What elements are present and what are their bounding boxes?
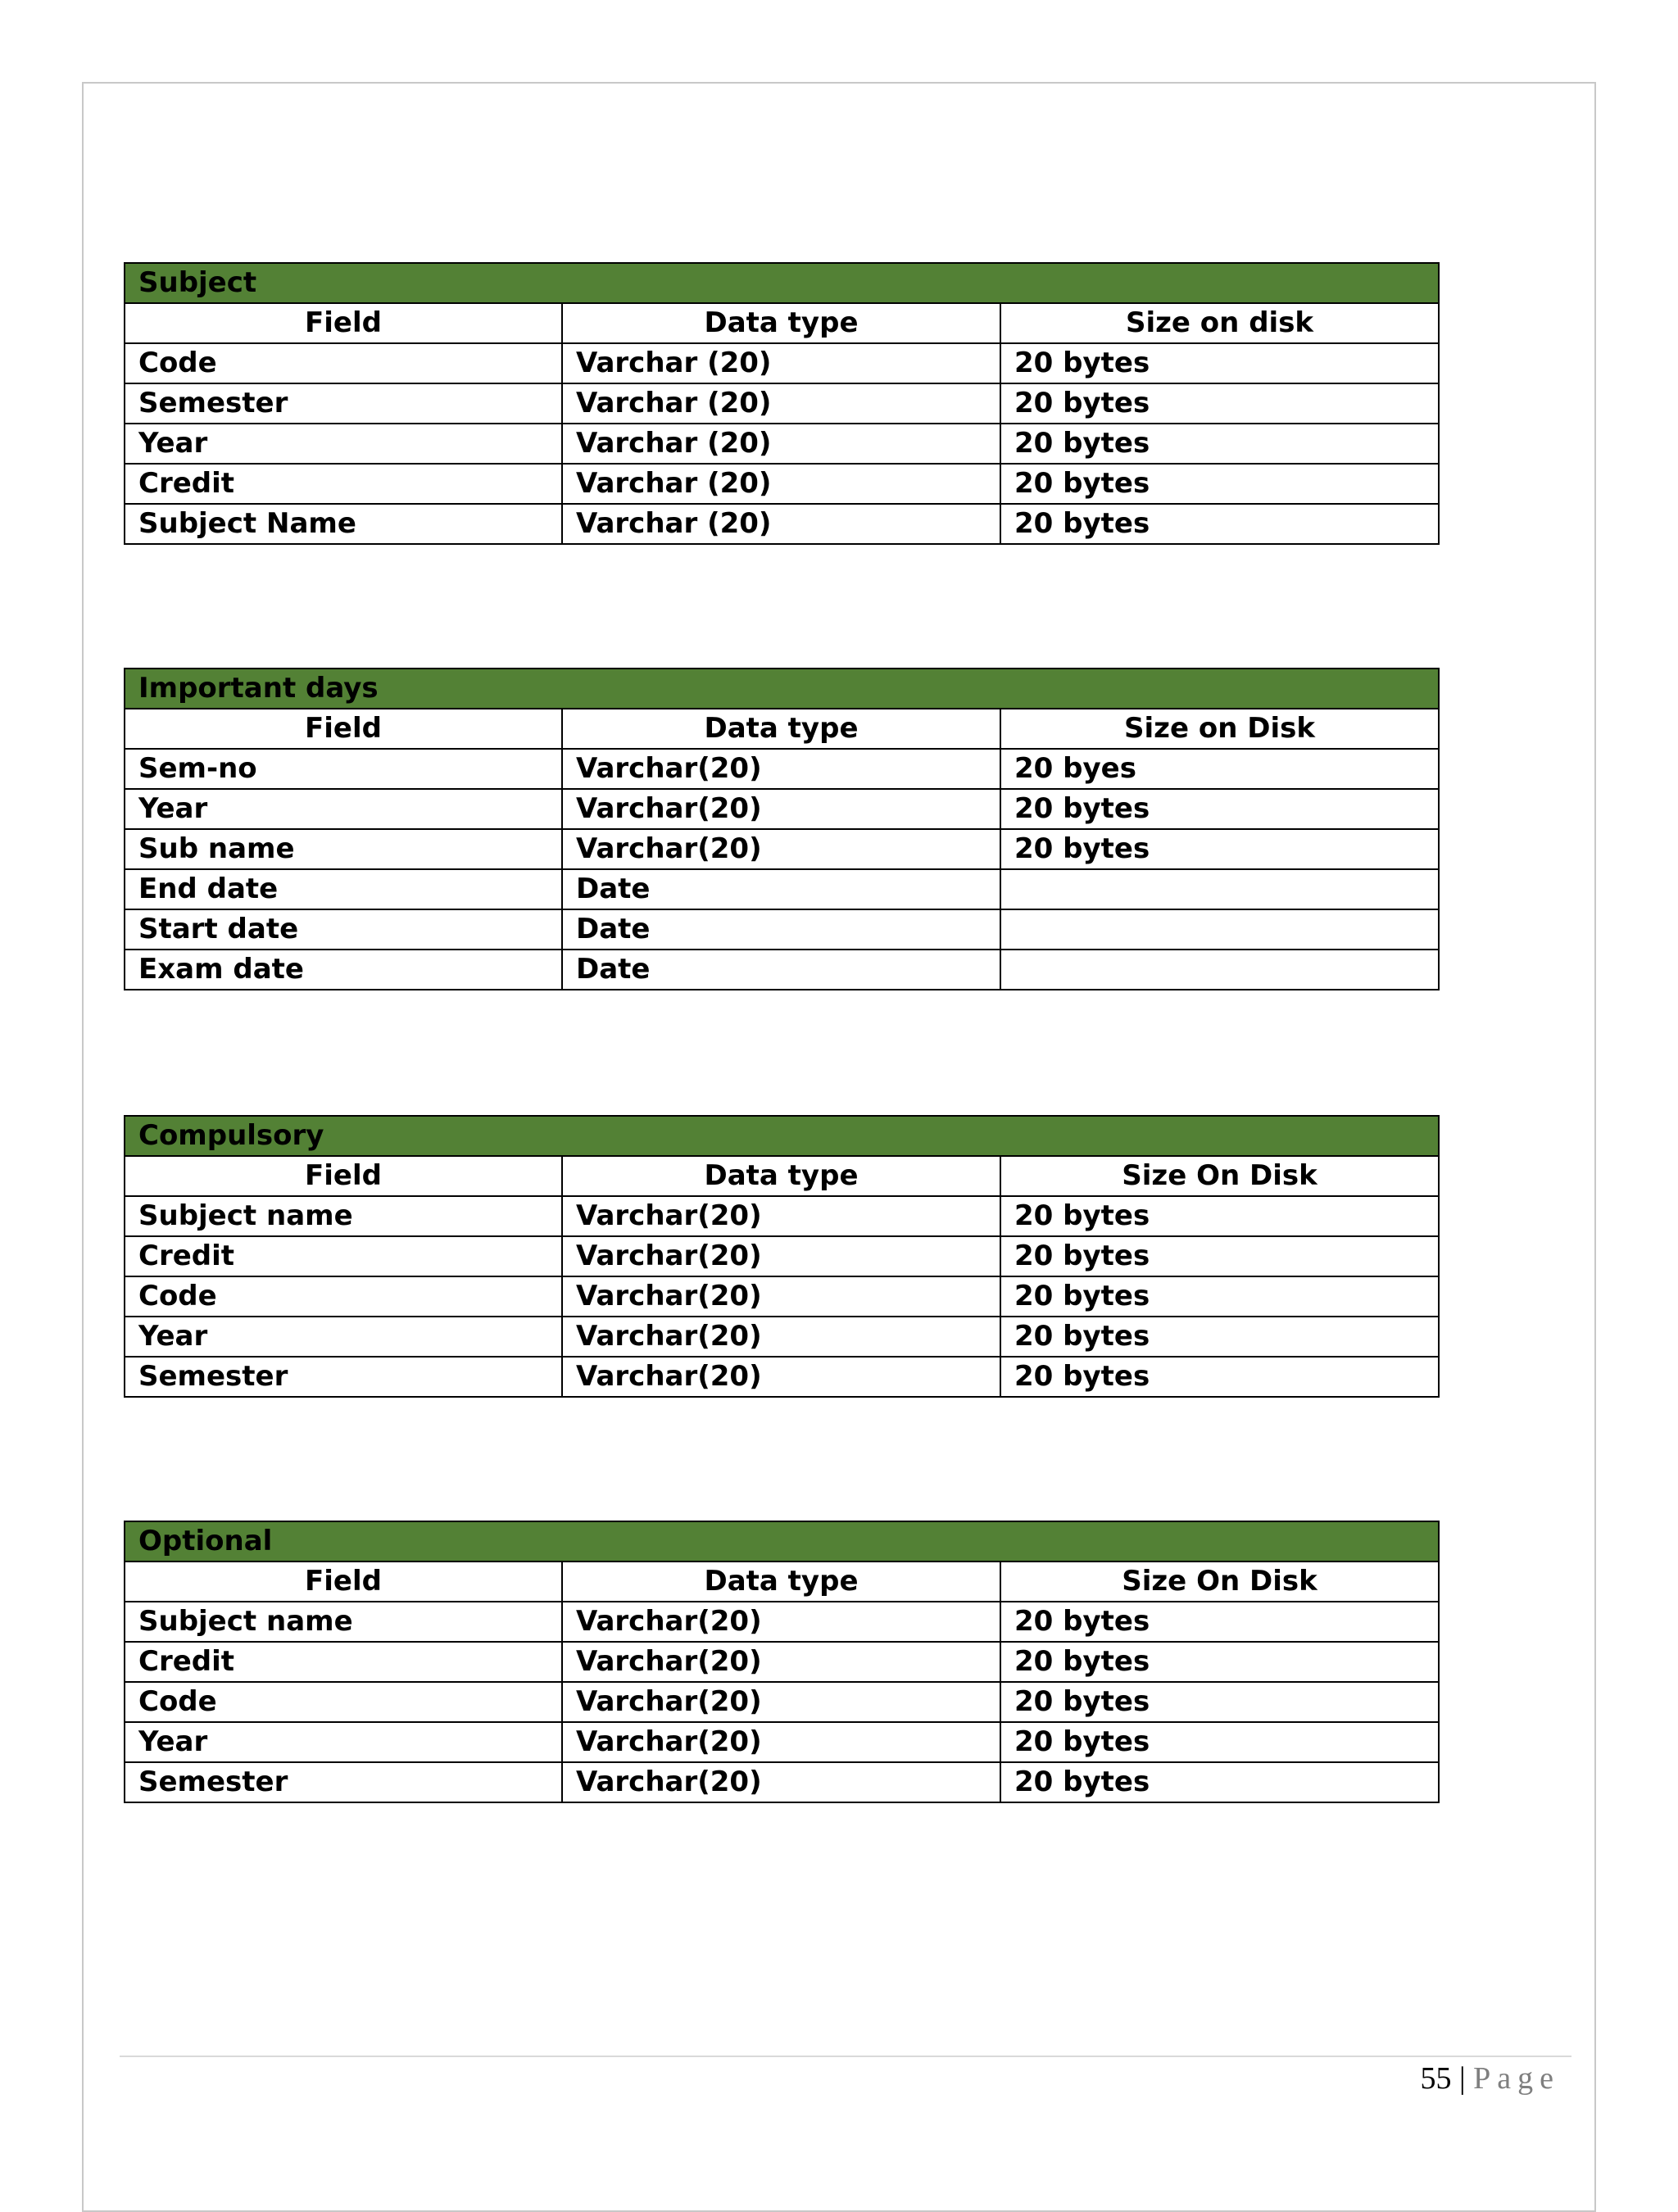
table-row [125, 1762, 1439, 1802]
cell-data-type: Varchar(20) [562, 1682, 1000, 1722]
cell-data-type: Varchar (20) [562, 464, 1000, 504]
table-row [125, 343, 1439, 383]
cell-size: 20 bytes [1000, 1317, 1439, 1357]
table-title: Compulsory [125, 1116, 1439, 1156]
table-compulsory [124, 1115, 1440, 1398]
cell-size: 20 bytes [1000, 504, 1439, 544]
cell-field: Sem-no [125, 749, 562, 789]
cell-size: 20 bytes [1000, 829, 1439, 869]
cell-field: Year [125, 1722, 562, 1762]
cell-data-type: Varchar(20) [562, 1602, 1000, 1642]
cell-data-type: Varchar(20) [562, 1722, 1000, 1762]
table-row [125, 789, 1439, 829]
header-size-on-disk: Size on disk [1000, 303, 1439, 343]
page-label: Page [1473, 2061, 1560, 2096]
cell-data-type: Varchar(20) [562, 749, 1000, 789]
cell-size: 20 bytes [1000, 1276, 1439, 1317]
cell-size [1000, 909, 1439, 950]
table-row [125, 1682, 1439, 1722]
header-size-on-disk: Size On Disk [1000, 1562, 1439, 1602]
table-subject [124, 262, 1440, 545]
table-header-row [125, 1156, 1439, 1196]
cell-field: Semester [125, 1357, 562, 1397]
cell-size: 20 bytes [1000, 1196, 1439, 1236]
cell-size: 20 bytes [1000, 1602, 1439, 1642]
header-data-type: Data type [562, 303, 1000, 343]
table-row [125, 1196, 1439, 1236]
cell-data-type: Varchar(20) [562, 829, 1000, 869]
header-field: Field [125, 709, 562, 749]
table-row [125, 1642, 1439, 1682]
table-header-row [125, 303, 1439, 343]
page-number: 55 [1420, 2061, 1452, 2096]
cell-size: 20 bytes [1000, 1762, 1439, 1802]
cell-field: Subject Name [125, 504, 562, 544]
cell-field: Exam date [125, 950, 562, 990]
cell-field: Code [125, 1682, 562, 1722]
table-title-row [125, 669, 1439, 709]
cell-data-type: Varchar (20) [562, 343, 1000, 383]
cell-field: Semester [125, 1762, 562, 1802]
cell-size: 20 bytes [1000, 424, 1439, 464]
table-row [125, 464, 1439, 504]
table-row [125, 1722, 1439, 1762]
header-size-on-disk: Size on Disk [1000, 709, 1439, 749]
table-row [125, 869, 1439, 909]
table-optional [124, 1521, 1440, 1803]
table-title-row [125, 1521, 1439, 1562]
cell-data-type: Varchar (20) [562, 424, 1000, 464]
table-row [125, 909, 1439, 950]
table-row [125, 1357, 1439, 1397]
cell-field: Credit [125, 1642, 562, 1682]
table-row [125, 829, 1439, 869]
table-row [125, 383, 1439, 424]
cell-size: 20 bytes [1000, 1642, 1439, 1682]
cell-size: 20 bytes [1000, 789, 1439, 829]
cell-size: 20 bytes [1000, 1357, 1439, 1397]
cell-field: Year [125, 1317, 562, 1357]
table-title: Optional [125, 1521, 1439, 1562]
header-field: Field [125, 1156, 562, 1196]
cell-data-type: Varchar(20) [562, 1236, 1000, 1276]
cell-data-type: Date [562, 909, 1000, 950]
cell-data-type: Varchar(20) [562, 1642, 1000, 1682]
cell-size: 20 byes [1000, 749, 1439, 789]
cell-data-type: Date [562, 869, 1000, 909]
table-title: Important days [125, 669, 1439, 709]
table-row [125, 1317, 1439, 1357]
page-separator: | [1459, 2061, 1466, 2096]
cell-field: Subject name [125, 1196, 562, 1236]
table-row [125, 1602, 1439, 1642]
table-important-days [124, 668, 1440, 990]
cell-data-type: Varchar(20) [562, 1357, 1000, 1397]
header-data-type: Data type [562, 1156, 1000, 1196]
table-row [125, 504, 1439, 544]
page-footer [1421, 2058, 1560, 2099]
cell-field: Code [125, 343, 562, 383]
cell-data-type: Varchar(20) [562, 1762, 1000, 1802]
cell-data-type: Varchar(20) [562, 789, 1000, 829]
header-field: Field [125, 1562, 562, 1602]
header-field: Field [125, 303, 562, 343]
cell-size: 20 bytes [1000, 343, 1439, 383]
cell-data-type: Varchar (20) [562, 504, 1000, 544]
cell-field: Year [125, 789, 562, 829]
cell-field: Credit [125, 464, 562, 504]
cell-field: End date [125, 869, 562, 909]
table-title-row [125, 1116, 1439, 1156]
table-row [125, 424, 1439, 464]
cell-size: 20 bytes [1000, 1236, 1439, 1276]
table-header-row [125, 1562, 1439, 1602]
cell-size: 20 bytes [1000, 383, 1439, 424]
cell-data-type: Varchar(20) [562, 1196, 1000, 1236]
cell-field: Code [125, 1276, 562, 1317]
table-header-row [125, 709, 1439, 749]
footer-divider [120, 2056, 1571, 2057]
cell-field: Semester [125, 383, 562, 424]
cell-data-type: Varchar (20) [562, 383, 1000, 424]
cell-field: Subject name [125, 1602, 562, 1642]
table-row [125, 1236, 1439, 1276]
cell-size: 20 bytes [1000, 1682, 1439, 1722]
header-data-type: Data type [562, 1562, 1000, 1602]
cell-data-type: Date [562, 950, 1000, 990]
cell-field: Credit [125, 1236, 562, 1276]
header-data-type: Data type [562, 709, 1000, 749]
cell-size: 20 bytes [1000, 1722, 1439, 1762]
cell-field: Year [125, 424, 562, 464]
cell-size [1000, 869, 1439, 909]
header-size-on-disk: Size On Disk [1000, 1156, 1439, 1196]
cell-data-type: Varchar(20) [562, 1317, 1000, 1357]
cell-data-type: Varchar(20) [562, 1276, 1000, 1317]
cell-field: Sub name [125, 829, 562, 869]
table-title: Subject [125, 263, 1439, 303]
table-row [125, 950, 1439, 990]
cell-field: Start date [125, 909, 562, 950]
cell-size: 20 bytes [1000, 464, 1439, 504]
table-row [125, 1276, 1439, 1317]
cell-size [1000, 950, 1439, 990]
table-row [125, 749, 1439, 789]
table-title-row [125, 263, 1439, 303]
